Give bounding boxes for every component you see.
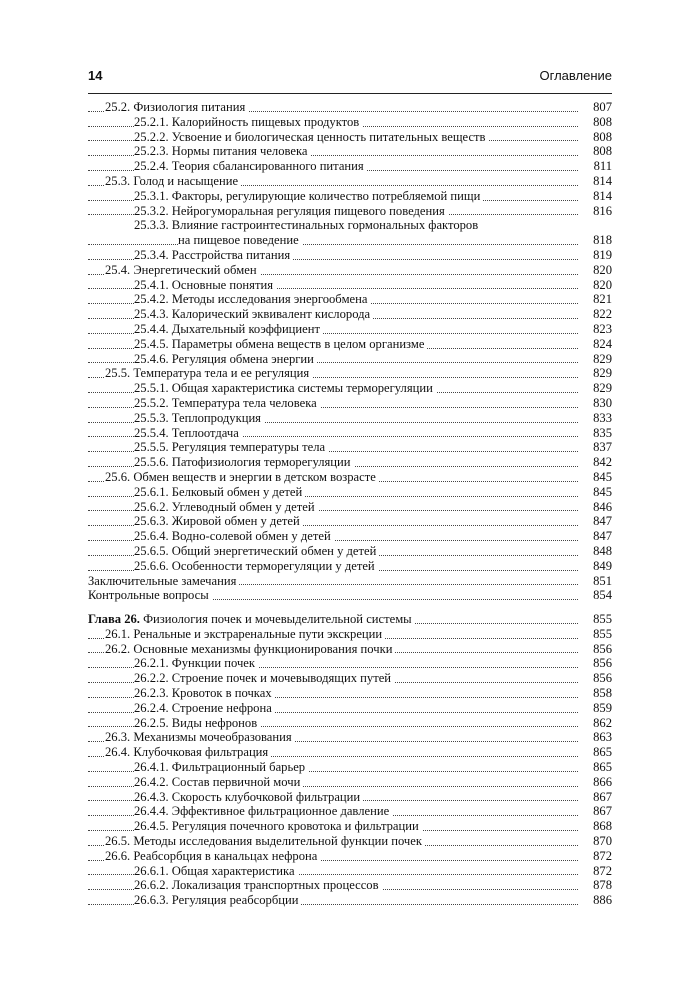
toc-entry-label: [134, 686, 275, 701]
toc-entry-text: 26.4. Клубочковая фильтрация: [105, 745, 269, 760]
toc-page-number: 855: [590, 612, 612, 627]
toc-entry-text: 25.6.3. Жировой обмен у детей: [134, 514, 300, 529]
toc-entry-label: [134, 819, 422, 834]
toc-entry-label: [88, 612, 415, 627]
toc-entry-label: [134, 716, 260, 731]
toc-page-number: 865: [590, 745, 612, 760]
toc-page-number: 842: [590, 455, 612, 470]
toc-entry-text: 25.4. Энергетический обмен: [105, 262, 257, 277]
toc-page-number: 854: [590, 588, 612, 603]
toc-entry-label: [134, 144, 311, 159]
toc-entry-text: 25.6. Обмен веществ и энергии в детском возрасте: [105, 469, 376, 484]
toc-entry: [88, 701, 612, 716]
toc-page-number: 849: [590, 559, 612, 574]
toc-entry-label: [134, 485, 305, 500]
toc-entry-label: [134, 115, 362, 130]
toc-entry: [88, 627, 612, 642]
toc-page-number: 847: [590, 529, 612, 544]
toc-entry: [88, 559, 612, 574]
toc-entry-label: [105, 470, 379, 485]
toc-page-number: 872: [590, 849, 612, 864]
toc-entry-text: 26.6. Реабсорбция в канальцах нефрона: [105, 848, 318, 863]
toc-entry: [88, 218, 612, 233]
toc-page-number: 819: [590, 248, 612, 263]
toc-page-number: 858: [590, 686, 612, 701]
toc-entry-label: [134, 307, 373, 322]
toc-entry-label: [134, 426, 242, 441]
toc-entry-label: [134, 204, 448, 219]
toc-entry: [88, 440, 612, 455]
toc-entry-text: 25.4.3. Калорический эквивалент кислорода: [134, 307, 371, 322]
toc-entry-label: [134, 878, 382, 893]
toc-entry-text: на пищевое поведение: [178, 233, 299, 248]
toc-entry-label: [134, 893, 301, 908]
toc-entry-text: 26.4.5. Регуляция почечного кровотока и фильтрации: [134, 819, 419, 834]
toc-entry-label: [105, 642, 395, 657]
toc-entry: [88, 588, 612, 603]
toc-page-number: 818: [590, 233, 612, 248]
toc-entry: [88, 878, 612, 893]
toc-entry: [88, 411, 612, 426]
toc-entry: [88, 115, 612, 130]
toc-entry-text: 25.5.2. Температура тела человека: [134, 395, 317, 410]
toc-entry-text: 25.5.3. Теплопродукция: [134, 410, 261, 425]
toc-entry-label: [134, 381, 436, 396]
toc-entry-text: 26.2.3. Кровоток в почках: [134, 686, 272, 701]
toc-page-number: 865: [590, 760, 612, 775]
toc-entry-text: 25.4.4. Дыхательный коэффициент: [134, 321, 320, 336]
toc-entry-text: 25.2.4. Теория сбалансированного питания: [134, 159, 364, 174]
toc-entry-label: [134, 544, 379, 559]
toc-entry-text: 25.2.2. Усвоение и биологическая ценность питательных веществ: [134, 129, 486, 144]
toc-page-number: 829: [590, 352, 612, 367]
toc-entry-label: [134, 189, 483, 204]
toc-entry-text: 25.4.5. Параметры обмена веществ в целом организме: [134, 336, 425, 351]
toc-page-number: 862: [590, 716, 612, 731]
toc-entry-label: [134, 218, 481, 233]
toc-entry-text: 25.4.1. Основные понятия: [134, 277, 273, 292]
toc-entry-label: [134, 159, 367, 174]
toc-page-number: 808: [590, 144, 612, 159]
toc-page-number: 820: [590, 263, 612, 278]
toc-entry-label: [134, 671, 394, 686]
toc-entry-text: 26.3. Механизмы мочеобразования: [105, 730, 292, 745]
table-of-contents: [88, 100, 612, 908]
toc-page-number: 856: [590, 642, 612, 657]
toc-entry: [88, 426, 612, 441]
toc-page-number: 847: [590, 514, 612, 529]
toc-page-number: 814: [590, 174, 612, 189]
toc-entry-text: 25.5.5. Регуляция температуры тела: [134, 440, 326, 455]
toc-entry: [88, 514, 612, 529]
toc-entry-label: [105, 263, 260, 278]
toc-entry-label: [88, 588, 212, 603]
toc-entry: [88, 716, 612, 731]
toc-entry-label: [105, 745, 271, 760]
toc-entry: [88, 322, 612, 337]
toc-entry: [88, 686, 612, 701]
toc-entry-text: 26.6.3. Регуляция реабсорбции: [134, 893, 299, 908]
toc-entry-text: 25.4.2. Методы исследования энергообмена: [134, 292, 368, 307]
toc-entry-text: 25.5. Температура тела и ее регуляция: [105, 366, 310, 381]
running-title: Оглавление: [539, 68, 612, 83]
toc-entry: [88, 730, 612, 745]
toc-page-number: 867: [590, 804, 612, 819]
toc-entry: [88, 864, 612, 879]
toc-entry-text: Физиология почек и мочевыделительной системы: [139, 612, 412, 627]
toc-entry: [88, 529, 612, 544]
toc-entry-text: 25.3.4. Расстройства питания: [134, 247, 291, 262]
toc-page-number: 856: [590, 656, 612, 671]
toc-entry-label: [105, 627, 385, 642]
toc-entry-label: [134, 514, 303, 529]
toc-entry: [88, 189, 612, 204]
toc-entry-text: 26.2.2. Строение почек и мочевыводящих путей: [134, 671, 392, 686]
toc-entry-label: [134, 790, 363, 805]
toc-page-number: 868: [590, 819, 612, 834]
toc-page-number: 816: [590, 204, 612, 219]
toc-page-number: 808: [590, 130, 612, 145]
toc-entry-text: 26.2.4. Строение нефрона: [134, 700, 272, 715]
toc-entry-label: [178, 233, 302, 248]
toc-entry-label: [105, 834, 425, 849]
toc-entry: [88, 849, 612, 864]
toc-entry-text: 25.2.1. Калорийность пищевых продуктов: [134, 114, 360, 129]
toc-entry-text: Контрольные вопросы: [88, 588, 209, 603]
toc-entry: [88, 470, 612, 485]
toc-entry: [88, 834, 612, 849]
toc-entry: [88, 671, 612, 686]
toc-entry-label: [134, 804, 392, 819]
toc-entry: [88, 352, 612, 367]
toc-entry-text: 25.6.1. Белковый обмен у детей: [134, 484, 303, 499]
toc-entry: [88, 745, 612, 760]
toc-entry-text: 26.4.1. Фильтрационный барьер: [134, 760, 306, 775]
toc-entry-text: 25.6.4. Водно-солевой обмен у детей: [134, 529, 331, 544]
toc-entry-label: [134, 440, 328, 455]
toc-page-number: 855: [590, 627, 612, 642]
toc-entry-text: 25.5.6. Патофизиология терморегуляции: [134, 455, 351, 470]
toc-page-number: 846: [590, 500, 612, 515]
toc-page-number: 851: [590, 574, 612, 589]
toc-entry: [88, 485, 612, 500]
toc-entry-label: [134, 396, 320, 411]
toc-page-number: 808: [590, 115, 612, 130]
toc-page-number: 824: [590, 337, 612, 352]
chapter-number: Глава 26.: [88, 612, 140, 627]
toc-entry-label: [105, 366, 312, 381]
toc-entry-text: 26.1. Ренальные и экстраренальные пути экскреции: [105, 626, 383, 641]
toc-page-number: 829: [590, 366, 612, 381]
toc-page-number: 822: [590, 307, 612, 322]
toc-entry-text: 25.3.1. Факторы, регулирующие количество потребляемой пищи: [134, 188, 481, 203]
toc-entry: [88, 263, 612, 278]
toc-page-number: 845: [590, 485, 612, 500]
toc-entry-text: 26.6.2. Локализация транспортных процессов: [134, 878, 379, 893]
toc-entry-label: [134, 529, 334, 544]
toc-entry-label: [134, 130, 489, 145]
toc-entry: [88, 130, 612, 145]
toc-entry-text: 26.4.3. Скорость клубочковой фильтрации: [134, 789, 361, 804]
toc-entry-label: [134, 248, 293, 263]
toc-entry-label: [134, 559, 378, 574]
toc-entry-label: [88, 574, 239, 589]
toc-entry: [88, 790, 612, 805]
toc-entry: [88, 500, 612, 515]
toc-page-number: 872: [590, 864, 612, 879]
toc-entry: [88, 544, 612, 559]
toc-entry-label: [105, 730, 295, 745]
toc-page-number: 835: [590, 426, 612, 441]
toc-entry-label: [134, 337, 427, 352]
toc-page-number: 830: [590, 396, 612, 411]
toc-entry: [88, 248, 612, 263]
toc-page-number: 863: [590, 730, 612, 745]
toc-entry: [88, 396, 612, 411]
toc-page-number: 821: [590, 292, 612, 307]
toc-entry-label: [134, 411, 264, 426]
toc-entry-label: [134, 500, 318, 515]
toc-entry: [88, 100, 612, 115]
toc-entry-label: [134, 322, 323, 337]
running-header: [88, 68, 612, 90]
toc-entry: [88, 174, 612, 189]
page-number: 14: [88, 68, 103, 83]
toc-entry: [88, 656, 612, 671]
toc-page-number: 811: [591, 159, 612, 174]
toc-entry-text: 25.6.2. Углеводный обмен у детей: [134, 499, 315, 514]
toc-entry: [88, 819, 612, 834]
toc-page-number: 878: [590, 878, 612, 893]
toc-entry-label: [134, 760, 308, 775]
toc-entry-text: 25.3.3. Влияние гастроинтестинальных гормональных факторов: [134, 218, 479, 233]
toc-entry-text: 25.2. Физиология питания: [105, 100, 246, 114]
toc-page-number: 820: [590, 278, 612, 293]
toc-entry-text: 26.2. Основные механизмы функционирования почки: [105, 641, 393, 656]
toc-entry-label: [134, 352, 317, 367]
toc-entry-label: [105, 849, 320, 864]
toc-entry-text: 25.5.4. Теплоотдача: [134, 425, 239, 440]
dot-leader: [88, 244, 578, 245]
toc-entry: [88, 204, 612, 219]
toc-entry-text: 26.2.5. Виды нефронов: [134, 715, 258, 730]
toc-entry-text: 25.3. Голод и насыщение: [105, 173, 239, 188]
header-rule: [88, 93, 612, 94]
toc-entry-text: 26.6.1. Общая характеристика: [134, 863, 295, 878]
toc-entry-label: [134, 775, 303, 790]
toc-entry: [88, 455, 612, 470]
toc-entry: [88, 775, 612, 790]
toc-entry: [88, 233, 612, 248]
toc-entry-label: [105, 174, 241, 189]
toc-page-number: 837: [590, 440, 612, 455]
toc-page-number: 845: [590, 470, 612, 485]
toc-entry-text: 25.3.2. Нейрогуморальная регуляция пищевого поведения: [134, 203, 445, 218]
toc-entry-label: [134, 864, 298, 879]
toc-entry-text: 26.4.2. Состав первичной мочи: [134, 774, 301, 789]
toc-page-number: 848: [590, 544, 612, 559]
toc-entry-label: [134, 701, 275, 716]
toc-chapter-entry: [88, 612, 612, 627]
toc-entry-text: 25.5.1. Общая характеристика системы терморегуляции: [134, 381, 433, 396]
toc-entry: [88, 760, 612, 775]
toc-page-number: 866: [590, 775, 612, 790]
toc-entry-text: 26.4.4. Эффективное фильтрационное давление: [134, 804, 390, 819]
toc-entry-text: 25.6.5. Общий энергетический обмен у детей: [134, 543, 377, 558]
toc-entry-text: 25.4.6. Регуляция обмена энергии: [134, 351, 314, 366]
toc-entry: [88, 292, 612, 307]
toc-entry: [88, 893, 612, 908]
toc-entry-text: 26.2.1. Функции почек: [134, 656, 256, 671]
toc-entry: [88, 278, 612, 293]
toc-page-number: 870: [590, 834, 612, 849]
toc-page-number: 886: [590, 893, 612, 908]
toc-page-number: 867: [590, 790, 612, 805]
toc-entry: [88, 804, 612, 819]
toc-entry-label: [134, 656, 258, 671]
toc-entry-label: [134, 455, 354, 470]
toc-entry-text: Заключительные замечания: [88, 573, 237, 588]
toc-entry: [88, 307, 612, 322]
toc-page-number: 859: [590, 701, 612, 716]
toc-page-number: 807: [590, 100, 612, 115]
toc-page-number: 814: [590, 189, 612, 204]
toc-entry: [88, 159, 612, 174]
toc-entry-text: 26.5. Методы исследования выделительной функции почек: [105, 834, 422, 849]
toc-entry-text: 25.6.6. Особенности терморегуляции у детей: [134, 558, 375, 573]
toc-entry-text: 25.2.3. Нормы питания человека: [134, 144, 308, 159]
toc-entry-label: [134, 292, 370, 307]
toc-page-number: 829: [590, 381, 612, 396]
toc-entry-label: [134, 278, 276, 293]
toc-entry: [88, 144, 612, 159]
toc-page-number: 833: [590, 411, 612, 426]
toc-entry-label: [105, 100, 248, 115]
toc-entry: [88, 381, 612, 396]
toc-page-number: 856: [590, 671, 612, 686]
toc-entry: [88, 366, 612, 381]
toc-entry: [88, 337, 612, 352]
toc-entry: [88, 574, 612, 589]
toc-page-number: 823: [590, 322, 612, 337]
toc-entry: [88, 642, 612, 657]
